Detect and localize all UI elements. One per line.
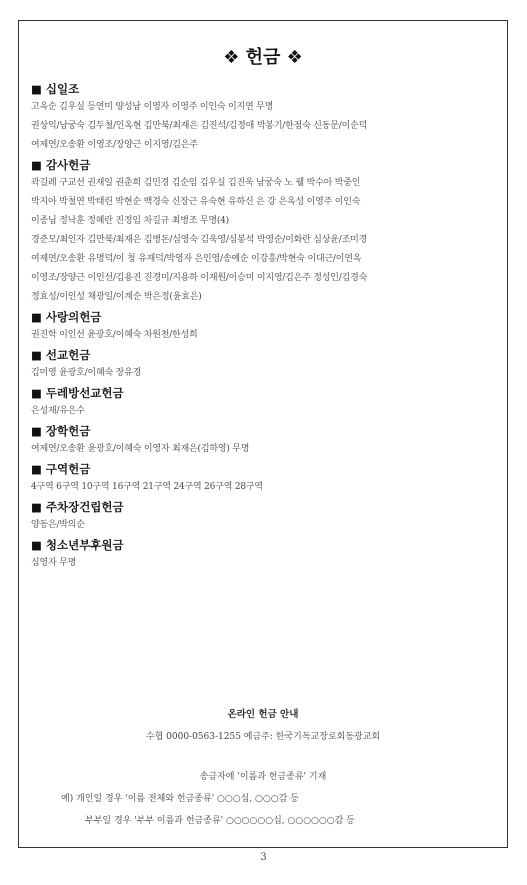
donor-line: 권상익/남궁숙 김두철/인옥현 김만북/최재은 김진석/김정애 박봉기/한점숙 신동문/이순덕 (31, 121, 368, 131)
donor-line: 심영자 무명 (31, 558, 77, 568)
donor-line: 여제연/오송환 이영조/장양근 이지영/김은주 (31, 140, 198, 150)
remittance-example-individual: 예) 개인일 경우 '이름 전체와 헌금종류' ○○○십, ○○○감 등 (61, 794, 299, 804)
section-heading: ■ 십일조 (31, 82, 80, 96)
donor-line: 여제연/오송환 윤광호/이혜숙 이영자 최재은(김하영) 무명 (31, 444, 250, 454)
section-youth-support (31, 536, 497, 573)
section-scholarship (31, 422, 497, 459)
donor-line: 경준모/최인자 김만북/최재은 김병돈/심영숙 김욱영/심봉석 박영순/이화란 심상윤/조미경 (31, 235, 368, 245)
bank-account: 수협 0000-0563-1255 예금주: 한국기독교장로회동광교회 (145, 732, 381, 742)
section-tithe (31, 80, 497, 155)
section-love-offering (31, 308, 497, 345)
donor-line: 곽길례 구교선 권재일 권춘희 김민경 김순임 김우실 김진욱 남궁숙 노 웰 박수아 박중인 (31, 178, 361, 188)
donor-line: 양동은/박의순 (31, 520, 85, 530)
donor-line: 4구역 6구역 10구역 16구역 21구역 24구역 26구역 28구역 (31, 482, 263, 492)
donor-line: 박지아 박철연 박태린 박현순 백경숙 신장근 유숙현 유하신 은 강 은옥성 이영주 이인숙 (31, 197, 361, 207)
donor-line: 이종님 정낙훈 정혜란 진정임 차길규 최병조 무명(4) (31, 216, 229, 226)
section-parking-construction (31, 498, 497, 535)
section-heading: ■ 두레방선교헌금 (31, 386, 124, 400)
remittance-notes (19, 766, 507, 832)
section-mission (31, 346, 497, 383)
page-title: ❖ 헌금 ❖ (223, 47, 303, 68)
remittance-instruction: 송금자에 '이름과 헌금종류' 기재 (199, 772, 327, 782)
section-heading: ■ 감사헌금 (31, 158, 91, 172)
section-durebang-mission (31, 384, 497, 421)
section-heading: ■ 청소년부후원금 (31, 538, 124, 552)
section-heading: ■ 구역헌금 (31, 462, 91, 476)
donor-line: 김미영 윤광호/이혜숙 장유경 (31, 368, 142, 378)
section-heading: ■ 주차장건립헌금 (31, 500, 124, 514)
offering-page-frame (18, 20, 508, 848)
online-offering-title: 온라인 헌금 안내 (227, 709, 299, 720)
donor-line: 여제연/오송환 유명덕/이 청 유재덕/박영자 은인영/송예순 이강흥/박현숙 이대근/이연옥 (31, 254, 362, 264)
donor-line: 은성재/유은수 (31, 406, 85, 416)
donor-line: 이영조/장양근 이인선/김용진 진경미/지용하 이재원/이승미 이지영/김은주 정성인/김경숙 (31, 273, 368, 283)
section-district (31, 460, 497, 497)
offering-sections (31, 79, 497, 573)
donor-line: 권진학 이인선 윤광호/이혜숙 차원천/한성희 (31, 330, 198, 340)
section-heading: ■ 사랑의헌금 (31, 310, 102, 324)
section-heading: ■ 장학헌금 (31, 424, 91, 438)
remittance-example-couple: 부부일 경우 '부부 이름과 헌금종류' ○○○○○○십, ○○○○○○감 등 (85, 816, 355, 826)
online-offering-info (19, 704, 507, 748)
section-thanksgiving (31, 156, 497, 307)
donor-line: 고옥순 김우실 등연미 양성남 이영자 이영주 이인숙 이지연 무명 (31, 102, 274, 112)
section-heading: ■ 선교헌금 (31, 348, 91, 362)
donor-line: 정효성/이인성 채광일/이계순 박은정(윤효은) (31, 292, 202, 302)
page-number: 3 (260, 852, 267, 863)
